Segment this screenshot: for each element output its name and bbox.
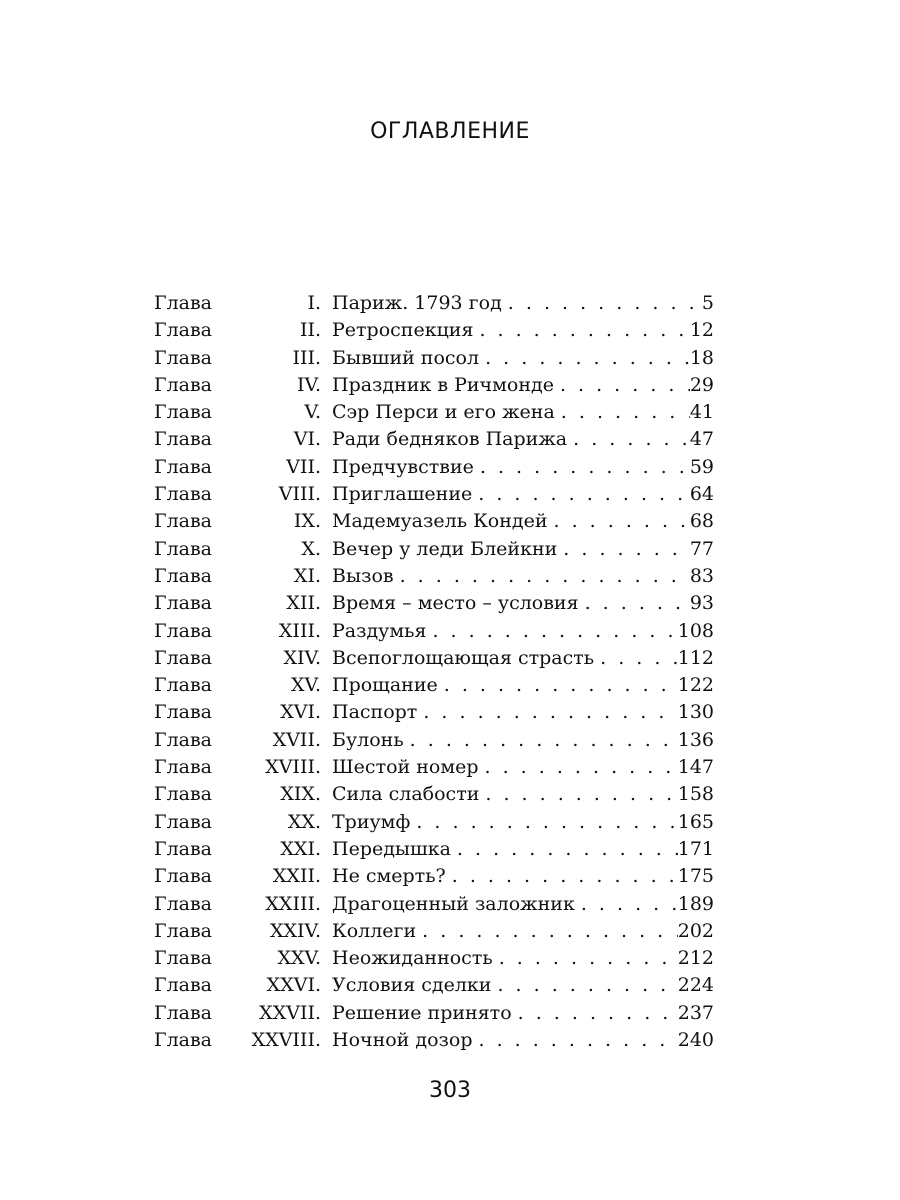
chapter-word: Глава — [154, 319, 213, 342]
chapter-word: Глава — [154, 810, 213, 833]
chapter-word: Глава — [154, 919, 213, 942]
chapter-title: Триумф — [332, 810, 411, 833]
chapter-title: Вызов — [332, 564, 394, 587]
chapter-page: 202 — [677, 919, 714, 942]
toc-entry — [154, 618, 714, 645]
toc-entry — [154, 345, 714, 372]
chapter-title: Шестой номер — [332, 756, 479, 779]
chapter-page: 29 — [689, 373, 714, 396]
chapter-number: IV. — [297, 373, 321, 396]
chapter-title: Предчувствие — [332, 455, 474, 478]
chapter-page: 212 — [677, 947, 714, 970]
chapter-title: Вечер у леди Блейкни — [332, 537, 558, 560]
chapter-page: 47 — [689, 428, 714, 451]
dot-leader — [579, 590, 690, 617]
chapter-word: Глава — [154, 592, 213, 615]
toc-entry — [154, 672, 714, 699]
chapter-number: XXI. — [280, 837, 321, 860]
chapter-title: Драгоценный заложник — [332, 892, 575, 915]
chapter-page: 64 — [689, 483, 714, 506]
chapter-word: Глава — [154, 728, 213, 751]
chapter-title: Условия сделки — [332, 974, 492, 997]
toc-entry — [154, 809, 714, 836]
chapter-number: XXIII. — [265, 892, 321, 915]
chapter-page: 130 — [677, 701, 714, 724]
chapter-title: Паспорт — [332, 701, 418, 724]
toc-entry — [154, 891, 714, 918]
toc-entry — [154, 699, 714, 726]
chapter-title: Решение принято — [332, 1001, 512, 1024]
dot-leader — [479, 345, 690, 372]
chapter-number: VI. — [293, 428, 321, 451]
chapter-number: III. — [292, 346, 321, 369]
dot-leader — [473, 317, 689, 344]
chapter-word: Глава — [154, 783, 213, 806]
chapter-number: VII. — [286, 455, 321, 478]
chapter-title: Приглашение — [332, 483, 473, 506]
chapter-word: Глава — [154, 947, 213, 970]
chapter-number: XXVII. — [259, 1001, 321, 1024]
chapter-title: Всепоглощающая страсть — [332, 646, 595, 669]
dot-leader — [502, 290, 702, 317]
chapter-title: Передышка — [332, 837, 451, 860]
chapter-page: 83 — [689, 564, 714, 587]
chapter-title: Праздник в Ричмонде — [332, 373, 554, 396]
chapter-number: IX. — [293, 510, 321, 533]
chapter-page: 147 — [677, 756, 714, 779]
chapter-number: XIX. — [280, 783, 321, 806]
chapter-title: Ради бедняков Парижа — [332, 428, 568, 451]
chapter-number: XV. — [291, 674, 321, 697]
chapter-word: Глава — [154, 1001, 213, 1024]
dot-leader — [557, 536, 690, 563]
chapter-page: 41 — [689, 401, 714, 424]
chapter-title: Ночной дозор — [332, 1029, 473, 1052]
chapter-number: XIII. — [278, 619, 321, 642]
toc-entry — [154, 317, 714, 344]
dot-leader — [548, 508, 690, 535]
chapter-word: Глава — [154, 346, 213, 369]
chapter-number: X. — [301, 537, 321, 560]
chapter-title: Мадемуазель Кондей — [332, 510, 548, 533]
toc-entry — [154, 481, 714, 508]
chapter-number: XI. — [293, 564, 321, 587]
chapter-title: Булонь — [332, 728, 404, 751]
chapter-word: Глава — [154, 455, 213, 478]
chapter-page: 175 — [677, 865, 714, 888]
dot-leader — [491, 972, 677, 999]
dot-leader — [555, 399, 690, 426]
chapter-number: XX. — [287, 810, 321, 833]
chapter-word: Глава — [154, 401, 213, 424]
chapter-number: XVII. — [272, 728, 321, 751]
dot-leader — [594, 645, 678, 672]
chapter-page: 122 — [677, 674, 714, 697]
chapter-page: 237 — [677, 1001, 714, 1024]
chapter-number: I. — [307, 292, 321, 314]
toc-entry — [154, 836, 714, 863]
toc-entry — [154, 399, 714, 426]
chapter-word: Глава — [154, 483, 213, 506]
chapter-page: 171 — [677, 837, 714, 860]
dot-leader — [512, 1000, 678, 1027]
chapter-title: Раздумья — [332, 619, 427, 642]
chapter-number: VIII. — [278, 483, 321, 506]
chapter-page: 108 — [677, 619, 714, 642]
chapter-title: Не смерть? — [332, 865, 446, 888]
chapter-page: 77 — [689, 537, 714, 560]
toc-entry — [154, 781, 714, 808]
toc-entry — [154, 945, 714, 972]
dot-leader — [575, 891, 678, 918]
dot-leader — [474, 454, 690, 481]
dot-leader — [472, 481, 690, 508]
toc-entry — [154, 563, 714, 590]
chapter-page: 240 — [677, 1029, 714, 1052]
table-of-contents — [154, 290, 714, 1054]
chapter-number: XVIII. — [265, 756, 321, 779]
dot-leader — [438, 672, 678, 699]
chapter-word: Глава — [154, 701, 213, 724]
chapter-word: Глава — [154, 564, 213, 587]
chapter-number: XII. — [286, 592, 321, 615]
dot-leader — [554, 372, 690, 399]
dot-leader — [493, 945, 678, 972]
chapter-page: 18 — [689, 346, 714, 369]
dot-leader — [394, 563, 690, 590]
chapter-word: Глава — [154, 292, 213, 314]
chapter-word: Глава — [154, 428, 213, 451]
toc-entry — [154, 727, 714, 754]
dot-leader — [404, 727, 678, 754]
toc-entry — [154, 863, 714, 890]
chapter-title: Сила слабости — [332, 783, 480, 806]
toc-entry — [154, 754, 714, 781]
chapter-page: 93 — [689, 592, 714, 615]
dot-leader — [451, 836, 678, 863]
chapter-word: Глава — [154, 537, 213, 560]
chapter-number: XXV. — [277, 947, 321, 970]
chapter-word: Глава — [154, 756, 213, 779]
chapter-word: Глава — [154, 1029, 213, 1052]
chapter-word: Глава — [154, 974, 213, 997]
chapter-word: Глава — [154, 619, 213, 642]
chapter-title: Сэр Перси и его жена — [332, 401, 555, 424]
chapter-word: Глава — [154, 674, 213, 697]
chapter-word: Глава — [154, 837, 213, 860]
chapter-word: Глава — [154, 865, 213, 888]
dot-leader — [426, 618, 677, 645]
dot-leader — [472, 1027, 677, 1054]
chapter-page: 224 — [677, 974, 714, 997]
chapter-number: XXIV. — [270, 919, 321, 942]
chapter-word: Глава — [154, 646, 213, 669]
toc-entry — [154, 590, 714, 617]
chapter-page: 68 — [689, 510, 714, 533]
page-title: ОГЛАВЛЕНИЕ — [370, 118, 530, 144]
chapter-number: XXVI. — [266, 974, 321, 997]
chapter-page: 189 — [677, 892, 714, 915]
toc-entry — [154, 918, 714, 945]
toc-entry — [154, 972, 714, 999]
chapter-number: XIV. — [283, 646, 321, 669]
chapter-title: Прощание — [332, 674, 438, 697]
toc-entry — [154, 508, 714, 535]
chapter-word: Глава — [154, 892, 213, 915]
chapter-page: 165 — [677, 810, 714, 833]
chapter-page: 5 — [701, 292, 714, 314]
chapter-title: Бывший посол — [332, 346, 480, 369]
dot-leader — [567, 426, 690, 453]
chapter-number: II. — [299, 319, 321, 342]
chapter-title: Ретроспекция — [332, 319, 474, 342]
chapter-number: XXII. — [272, 865, 321, 888]
chapter-page: 12 — [689, 319, 714, 342]
chapter-page: 59 — [689, 455, 714, 478]
chapter-page: 136 — [677, 728, 714, 751]
toc-entry — [154, 372, 714, 399]
toc-entry — [154, 426, 714, 453]
chapter-page: 158 — [677, 783, 714, 806]
chapter-word: Глава — [154, 510, 213, 533]
toc-entry — [154, 536, 714, 563]
dot-leader — [410, 809, 677, 836]
chapter-word: Глава — [154, 373, 213, 396]
dot-leader — [446, 863, 678, 890]
dot-leader — [416, 918, 678, 945]
toc-entry — [154, 290, 714, 317]
chapter-title: Париж. 1793 год — [332, 292, 502, 314]
chapter-page: 112 — [677, 646, 714, 669]
dot-leader — [417, 699, 677, 726]
chapter-title: Неожиданность — [332, 947, 493, 970]
chapter-number: XVI. — [280, 701, 321, 724]
toc-entry — [154, 1000, 714, 1027]
toc-entry — [154, 454, 714, 481]
chapter-number: V. — [304, 401, 321, 424]
toc-entry — [154, 1027, 714, 1054]
toc-entry — [154, 645, 714, 672]
page-number: 303 — [429, 1078, 471, 1103]
dot-leader — [479, 754, 678, 781]
chapter-title: Коллеги — [332, 919, 417, 942]
dot-leader — [479, 781, 677, 808]
chapter-title: Время – место – условия — [332, 592, 579, 615]
chapter-number: XXVIII. — [251, 1029, 321, 1052]
